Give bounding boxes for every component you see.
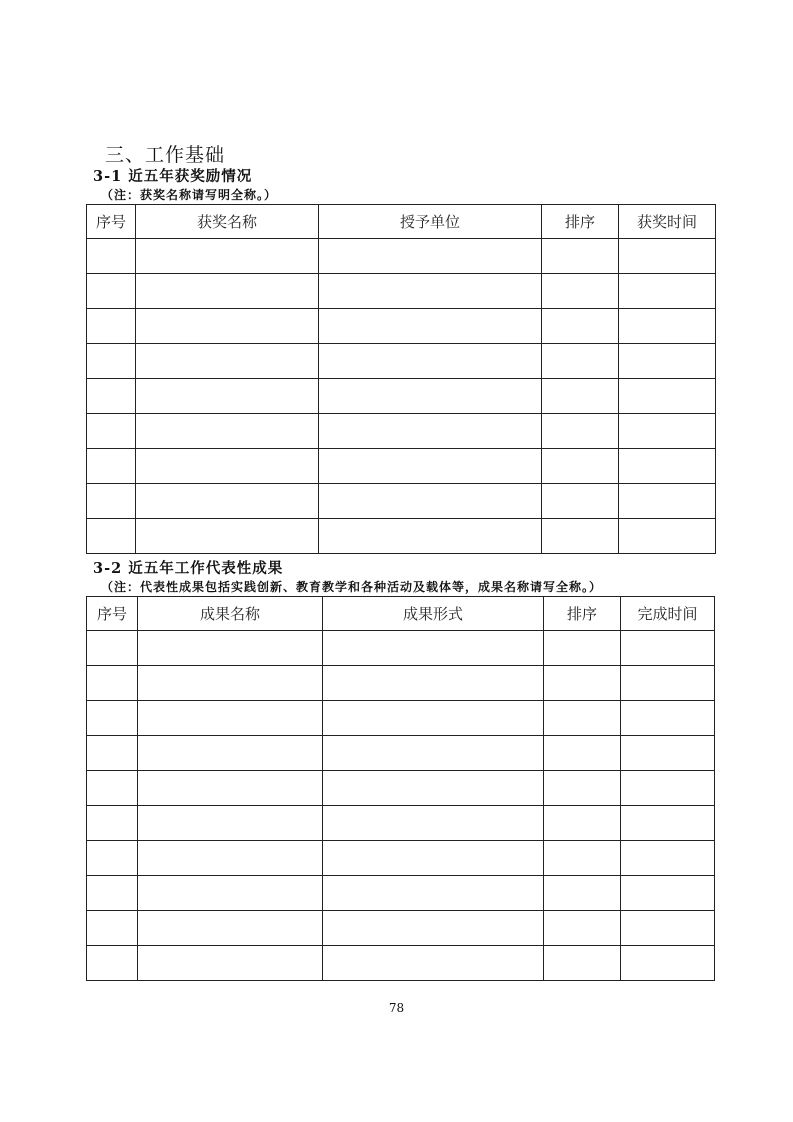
table-row [87,771,715,806]
table-cell[interactable] [319,239,542,274]
table-cell[interactable] [619,239,716,274]
table-cell[interactable] [87,736,138,771]
table-cell[interactable] [542,449,619,484]
table-cell[interactable] [87,631,138,666]
table-cell[interactable] [544,841,621,876]
table-cell[interactable] [138,736,323,771]
table-row [87,631,715,666]
section-title: 三、工作基础 [105,144,226,166]
table-cell[interactable] [323,911,544,946]
table-cell[interactable] [87,701,138,736]
table-cell[interactable] [544,631,621,666]
table-cell[interactable] [87,911,138,946]
table-cell[interactable] [136,449,319,484]
column-header: 序号 [87,597,138,631]
table-cell[interactable] [619,344,716,379]
awards-title: 3-1 近五年获奖励情况 [93,168,253,185]
table-cell[interactable] [323,946,544,981]
column-header: 成果名称 [138,597,323,631]
table-cell[interactable] [319,449,542,484]
table-cell[interactable] [87,841,138,876]
table-cell[interactable] [621,876,715,911]
table-cell[interactable] [138,666,323,701]
table-cell[interactable] [619,449,716,484]
table-row [87,806,715,841]
table-cell[interactable] [542,344,619,379]
table-cell[interactable] [619,414,716,449]
column-header: 授予单位 [319,205,542,239]
table-cell[interactable] [544,911,621,946]
table-cell[interactable] [619,519,716,554]
table-cell[interactable] [621,841,715,876]
table-cell[interactable] [621,911,715,946]
table-cell[interactable] [136,239,319,274]
table-row [87,946,715,981]
table-cell[interactable] [87,449,136,484]
table-row [87,484,716,519]
table-cell[interactable] [87,519,136,554]
table-cell[interactable] [87,771,138,806]
column-header: 获奖名称 [136,205,319,239]
table-cell[interactable] [138,911,323,946]
table-row [87,309,716,344]
table-cell[interactable] [544,701,621,736]
table-cell[interactable] [542,414,619,449]
table-cell[interactable] [136,309,319,344]
table-cell[interactable] [319,519,542,554]
table-cell[interactable] [323,736,544,771]
table-cell[interactable] [136,519,319,554]
table-row [87,274,716,309]
table-cell[interactable] [619,484,716,519]
column-header: 排序 [544,597,621,631]
table-row [87,736,715,771]
table-cell[interactable] [619,274,716,309]
table-row [87,841,715,876]
table-cell[interactable] [136,414,319,449]
table-row [87,239,716,274]
table-cell[interactable] [136,484,319,519]
achievements-note: （注：代表性成果包括实践创新、教育教学和各种活动及载体等，成果名称请写全称。） [101,580,603,594]
table-cell[interactable] [319,414,542,449]
table-cell[interactable] [319,309,542,344]
table-cell[interactable] [87,946,138,981]
achievements-header-row [87,597,715,631]
table-cell[interactable] [87,344,136,379]
table-cell[interactable] [136,344,319,379]
table-row [87,876,715,911]
table-cell[interactable] [621,806,715,841]
table-row [87,911,715,946]
awards-header-row [87,205,716,239]
table-row [87,344,716,379]
table-cell[interactable] [621,771,715,806]
awards-table [86,204,716,554]
table-cell[interactable] [138,841,323,876]
table-row [87,414,716,449]
table-cell[interactable] [619,379,716,414]
table-cell[interactable] [87,666,138,701]
table-cell[interactable] [87,484,136,519]
table-cell[interactable] [323,806,544,841]
table-cell[interactable] [323,631,544,666]
table-cell[interactable] [319,379,542,414]
table-cell[interactable] [542,519,619,554]
page-number: 78 [388,1001,405,1015]
table-cell[interactable] [319,484,542,519]
table-cell[interactable] [544,771,621,806]
table-cell[interactable] [544,736,621,771]
column-header: 序号 [87,205,136,239]
table-cell[interactable] [323,666,544,701]
table-cell[interactable] [87,806,138,841]
table-cell[interactable] [87,274,136,309]
column-header: 获奖时间 [619,205,716,239]
table-cell[interactable] [138,701,323,736]
table-cell[interactable] [319,274,542,309]
table-cell[interactable] [323,701,544,736]
table-cell[interactable] [544,946,621,981]
table-cell[interactable] [544,806,621,841]
table-cell[interactable] [87,309,136,344]
table-cell[interactable] [323,771,544,806]
table-cell[interactable] [544,876,621,911]
table-cell[interactable] [136,274,319,309]
table-cell[interactable] [544,666,621,701]
table-cell[interactable] [542,379,619,414]
table-cell[interactable] [542,274,619,309]
table-cell[interactable] [621,736,715,771]
table-row [87,701,715,736]
table-cell[interactable] [621,666,715,701]
table-cell[interactable] [138,876,323,911]
table-cell[interactable] [87,414,136,449]
table-row [87,519,716,554]
column-header: 排序 [542,205,619,239]
table-cell[interactable] [87,239,136,274]
table-cell[interactable] [138,946,323,981]
column-header: 完成时间 [621,597,715,631]
table-cell[interactable] [319,344,542,379]
table-row [87,379,716,414]
table-row [87,666,715,701]
table-cell[interactable] [138,806,323,841]
column-header: 成果形式 [323,597,544,631]
table-cell[interactable] [621,701,715,736]
achievements-title: 3-2 近五年工作代表性成果 [93,560,284,577]
table-cell[interactable] [542,484,619,519]
table-cell[interactable] [87,876,138,911]
table-cell[interactable] [138,771,323,806]
table-cell[interactable] [542,309,619,344]
table-cell[interactable] [542,239,619,274]
table-cell[interactable] [323,841,544,876]
table-cell[interactable] [136,379,319,414]
table-cell[interactable] [138,631,323,666]
awards-note: （注：获奖名称请写明全称。） [101,188,278,202]
table-cell[interactable] [619,309,716,344]
table-cell[interactable] [621,946,715,981]
table-row [87,449,716,484]
table-cell[interactable] [323,876,544,911]
table-cell[interactable] [87,379,136,414]
achievements-table [86,596,715,981]
table-cell[interactable] [621,631,715,666]
